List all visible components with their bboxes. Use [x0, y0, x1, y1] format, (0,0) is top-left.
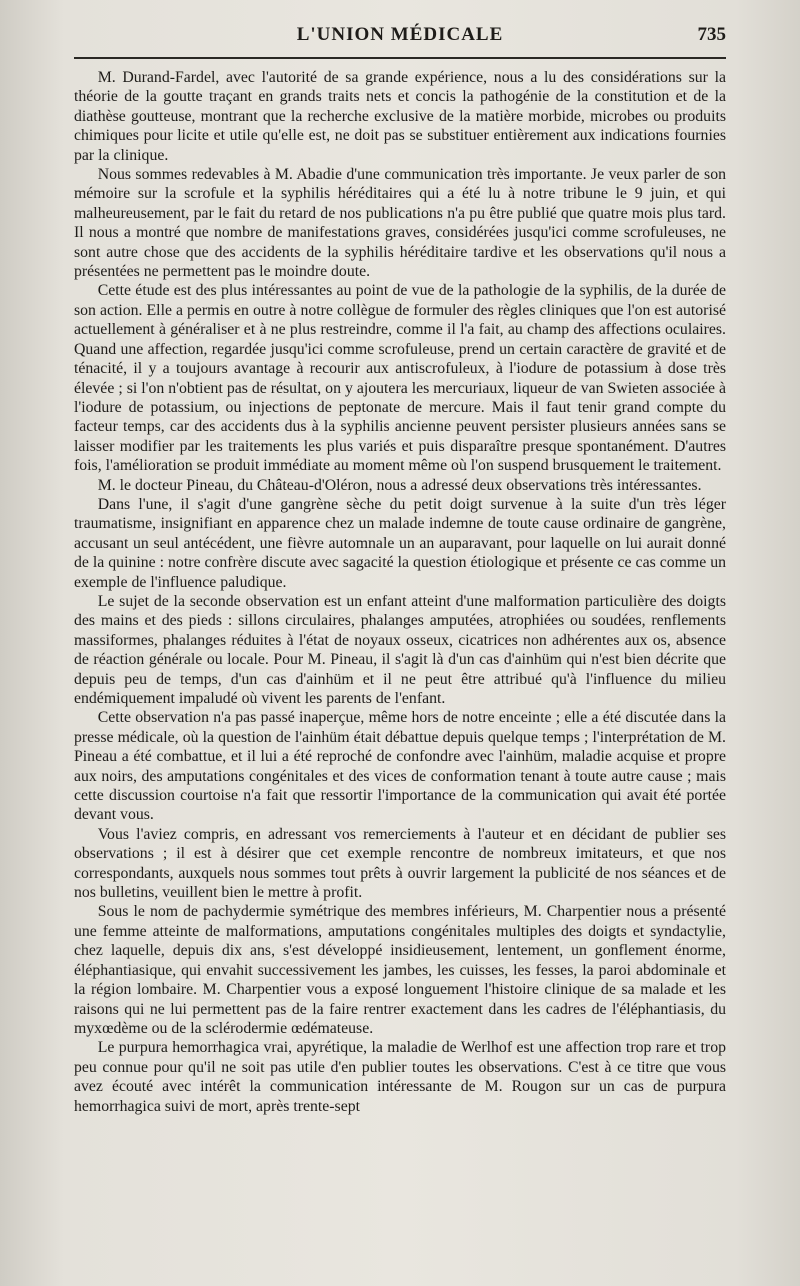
paragraph-publication: Vous l'aviez compris, en adressant vos remerciements à l'auteur et en décidant de publier ses observations ; il est à désirer que cet exemple rencontre de nombreux imitateurs, et que nos correspondants, auxquels nous sommes tout prêts à ouvrir largement la publicité de nos séances et de nos bulletins, veuillent bien le mettre à profit.	[74, 825, 726, 902]
article-body	[74, 68, 726, 1116]
paragraph-discussion: Cette observation n'a pas passé inaperçue, même hors de notre enceinte ; elle a été discutée dans la presse médicale, où la question de l'ainhüm était débattue depuis quelque temps ; l'interprétation de M. Pineau a été combattue, et il lui a été reproché de confondre avec l'ainhüm, maladie acquise et propre aux noirs, des amputations congénitales et des vices de conformation tenant à toute autre cause ; mais cette discussion courtoise n'a fait que ressortir l'importance de la communication qui avait été portée devant vous.	[74, 709, 726, 824]
paragraph-ainhum: Le sujet de la seconde observation est un enfant atteint d'une malformation particulière des doigts des mains et des pieds : sillons circulaires, phalanges amputées, atrophiées ou soudées, renflements massiformes, phalanges réduites à l'état de noyaux osseux, cicatrices non adhérentes aux os, absence de réaction générale ou locale. Pour M. Pineau, il s'agit là d'un cas d'ainhüm qui n'est bien décrite que depuis peu de temps, d'un cas d'ainhüm et il ne peut être attribué qu'à l'influence du milieu endémiquement impaludé où vivent les parents de l'enfant.	[74, 592, 726, 707]
page-header	[74, 24, 726, 54]
paragraph-pineau-intro: M. le docteur Pineau, du Château-d'Oléron, nous a adressé deux observations très intéressantes.	[97, 476, 702, 494]
paragraph-purpura: Le purpura hemorrhagica vrai, apyrétique, la maladie de Werlhof est une affection trop rare et trop peu connue pour qu'il ne soit pas utile d'en publier toutes les observations. C'est à ce titre que vous avez écouté avec intérêt la communication intéressante de M. Rougon sur un cas de purpura hemorrhagica suivi de mort, après trente-sept	[74, 1039, 726, 1115]
header-rule	[74, 57, 726, 59]
running-title: L'UNION MÉDICALE	[296, 24, 504, 45]
paragraph-syphilis-study: Cette étude est des plus intéressantes au point de vue de la pathologie de la syphilis, de la durée de son action. Elle a permis en outre à notre collègue de formuler des règles cliniques que l'on est autorisé actuellement à généraliser et à ne plus restreindre, comme il l'a fait, au champ des affections oculaires. Quand une affection, regardée jusqu'ici comme scrofuleuse, prend un certain caractère de gravité et de ténacité, il y a toujours avantage à recourir aux antiscrofuleux, à l'iodure de potassium à dose très élevée ; si l'on n'obtient pas de résultat, on y ajoutera les mercuriaux, liqueur de van Swieten associée à l'iodure de potassium, ou injections de peptonate de mercure. Mais il faut tenir grand compte du facteur temps, car des accidents dus à la syphilis ancienne peuvent persister plusieurs années sans se laisser modifier par les traitements les plus variés et puis disparaître presque spontanément. D'autres fois, l'amélioration se produit immédiate au moment même où l'on suspend brusquement le traitement.	[74, 282, 726, 475]
paragraph-abadie: Nous sommes redevables à M. Abadie d'une communication très importante. Je veux parler de son mémoire sur la scrofule et la syphilis héréditaires qui a été lu à notre tribune le 9 juin, et qui malheureusement, par le fait du retard de nos publications n'a pu être publié que quatre mois plus tard. Il nous a montré que nombre de manifestations graves, considérées jusqu'ici comme scrofuleuses, ne sont autre chose que des accidents de la syphilis héréditaire tardive et les observations qu'il nous a présentées ne permettent pas le moindre doute.	[74, 166, 726, 281]
paragraph-gangrene: Dans l'une, il s'agit d'une gangrène sèche du petit doigt survenue à la suite d'un très léger traumatisme, insignifiant en apparence chez un malade indemne de toute cause ordinaire de gangrène, accusant un seul antécédent, une fièvre automnale un an auparavant, pour laquelle on lui aurait donné de la quinine : notre confrère discute avec sagacité la question étiologique et présente ce cas comme un exemple de l'influence paludique.	[74, 495, 726, 591]
page-number: 735	[697, 24, 726, 45]
paragraph-charpentier: Sous le nom de pachydermie symétrique des membres inférieurs, M. Charpentier nous a présenté une femme atteinte de malformations, amputations congénitales multiples des doigts et syndactylie, chez laquelle, depuis dix ans, s'est développé insidieusement, lentement, un gonflement énorme, éléphantiasique, qui envahit successivement les jambes, les cuisses, les fesses, la paroi abdominale et la région lombaire. M. Charpentier vous a exposé longuement l'histoire clinique de sa malade et les raisons qui ne lui permettent pas de la faire rentrer exactement dans les cadres de l'éléphantiasis, du myxœdème ou de la sclérodermie œdémateuse.	[74, 903, 726, 1037]
paragraph-durand-fardel: M. Durand-Fardel, avec l'autorité de sa grande expérience, nous a lu des considérations sur la théorie de la goutte traçant en grands traits nets et concis la pathogénie de la constitution et de la diathèse goutteuse, montrant que la recherche exclusive de la matière morbide, microbes ou produits chimiques pour licite et utile qu'elle est, ne doit pas se substituer entièrement aux indications fournies par la clinique.	[74, 69, 726, 164]
